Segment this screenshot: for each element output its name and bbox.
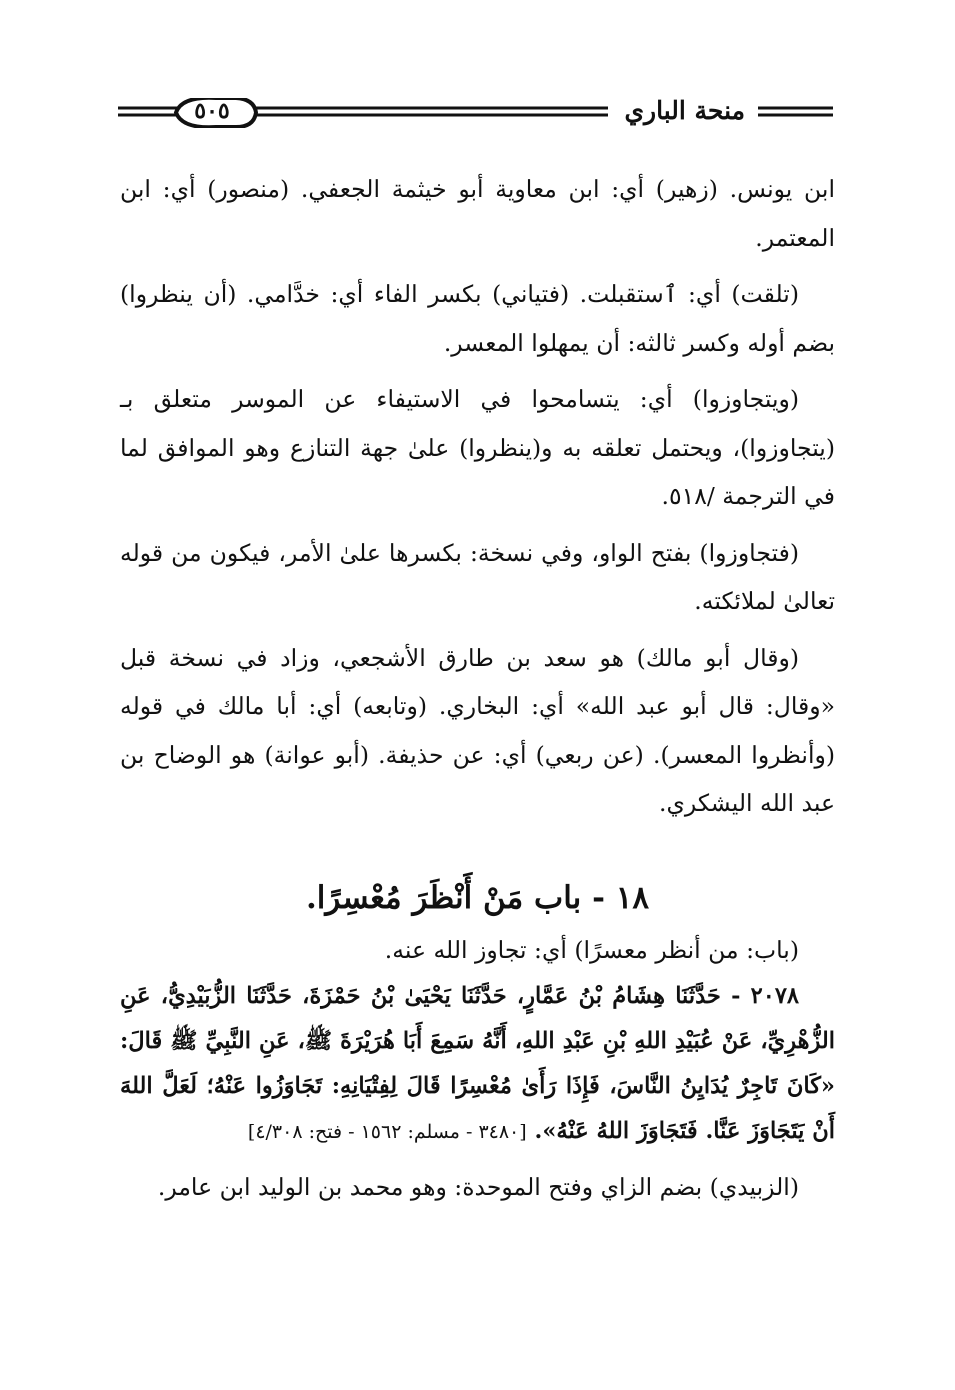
commentary-paragraph: (ويتجاوزوا) أي: يتسامحوا في الاستيفاء عن الموسر متعلق بـ (يتجاوزوا)، ويحتمل تعلقه به و(ينظروا) علىٰ جهة التنازع وهو الموافق لما في الترجمة /٥١٨.: [120, 385, 835, 510]
commentary-body: [120, 165, 835, 1212]
commentary-paragraph: (وقال أبو مالك) هو سعد بن طارق الأشجعي، وزاد في نسخة قبل «وقال: قال أبو عبد الله» أي: البخاري. (وتابعه) أي: أبا مالك في قوله (وأنظروا المعسر). (عن ربعي) أي: عن حذيفة. (أبو عوانة) هو الوضاح بن عبد الله اليشكري.: [120, 643, 835, 817]
running-header: [118, 88, 833, 138]
book-title: منحة الباري: [616, 96, 753, 126]
hadith-body: ٢٠٧٨ - حَدَّثَنَا هِشَامُ بْنُ عَمَّارٍ، حَدَّثَنَا يَحْيَىٰ بْنُ حَمْزَةَ، حَدَّثَنَا الزُّبَيْدِيُّ، عَنِ الزُّهْرِيِّ، عَنْ عُبَيْدِ اللهِ بْنِ عَبْدِ اللهِ، أَنَّهُ سَمِعَ أَبَا هُرَيْرَةَ ﷺ، عَنِ النَّبِيِّ ﷺ قَالَ: «كَانَ تَاجِرٌ يُدَايِنُ النَّاسَ، فَإِذَا رَأَىٰ مُعْسِرًا قَالَ لِفِتْيَانِهِ: تَجَاوَزُوا عَنْهُ؛ لَعَلَّ اللهَ أَنْ يَتَجَاوَزَ عَنَّا. فَتَجَاوَزَ اللهُ عَنْهُ».: [120, 983, 835, 1144]
page-number: ٥٠٥: [194, 98, 230, 124]
commentary-paragraph: (فتجاوزوا) بفتح الواو، وفي نسخة: بكسرها علىٰ الأمر، فيكون من قوله تعالىٰ لملائكته.: [120, 538, 835, 615]
hadith-reference: [٣٤٨٠ - مسلم: ١٥٦٢ - فتح: ٤/٣٠٨]: [247, 1121, 527, 1143]
commentary-paragraph: (تلقت) أي: ٱستقبلت. (فتياني) بكسر الفاء أي: خدَّامي. (أن ينظروا) بضم أوله وكسر ثالثه: أن يمهلوا المعسر.: [120, 280, 835, 357]
chapter-heading: ١٨ - باب مَنْ أَنْظَرَ مُعْسِرًا.: [305, 879, 650, 916]
commentary-paragraph: (الزبيدي) بضم الزاي وفتح الموحدة: وهو محمد بن الوليد ابن عامر.: [157, 1173, 799, 1201]
chapter-explanation: (باب: من أنظر معسرًا) أي: تجاوز الله عنه.: [384, 935, 799, 964]
hadith-text: [120, 974, 835, 1155]
commentary-paragraph: ابن يونس. (زهير) أي: ابن معاوية أبو خيثمة الجعفي. (منصور) أي: ابن المعتمر.: [120, 175, 835, 252]
